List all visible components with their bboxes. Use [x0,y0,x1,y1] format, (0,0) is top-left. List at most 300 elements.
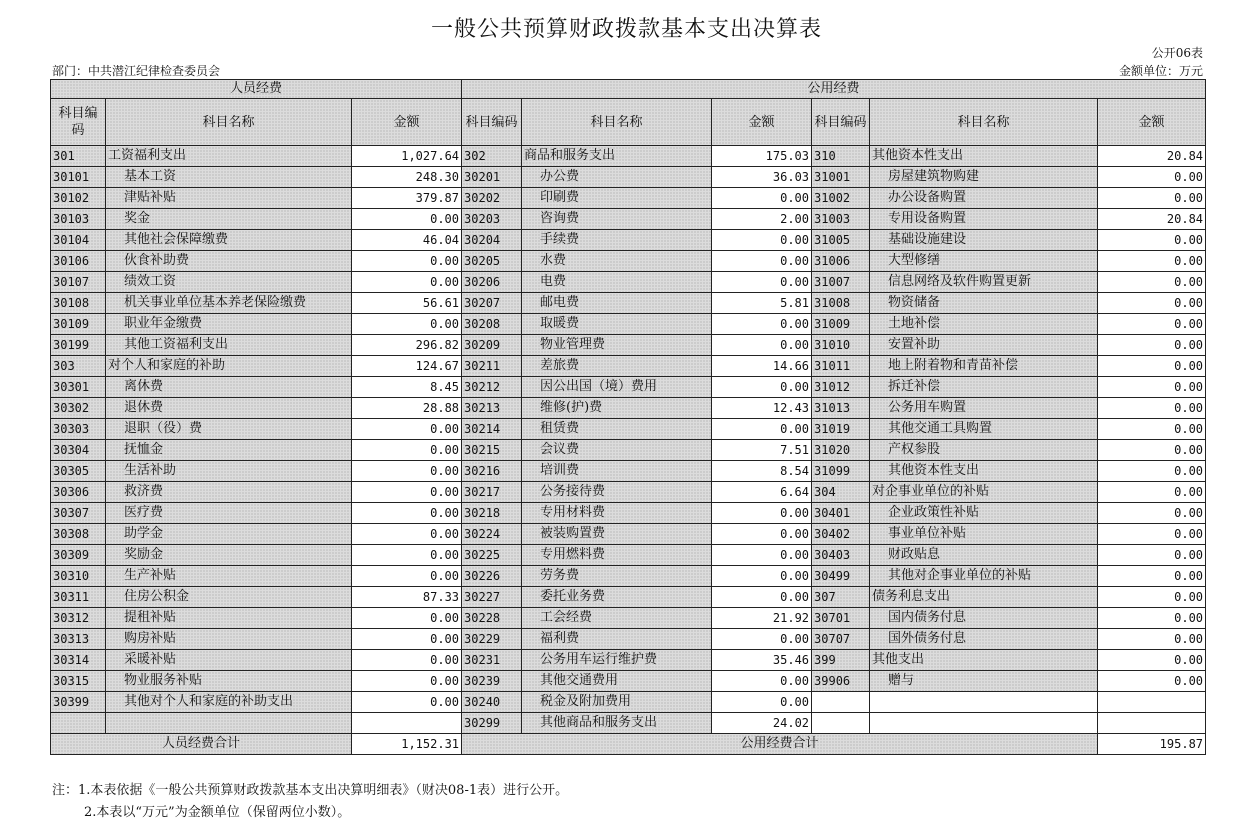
capital-amount-cell: 0.00 [1098,293,1206,314]
table-row [51,167,1206,188]
goods-code-cell: 30212 [462,377,522,398]
personnel-code-cell: 30314 [51,650,106,671]
goods-code-cell: 30208 [462,314,522,335]
goods-amount-cell: 36.03 [712,167,812,188]
goods-code-cell: 30216 [462,461,522,482]
goods-code-cell: 302 [462,146,522,167]
goods-code-cell: 30225 [462,545,522,566]
public-total-label: 公用经费合计 [462,734,1098,755]
personnel-code-cell: 30104 [51,230,106,251]
capital-name-cell: 安置补助 [870,335,1098,356]
table-row [51,461,1206,482]
capital-amount-cell: 0.00 [1098,335,1206,356]
goods-code-cell: 30211 [462,356,522,377]
capital-code-cell: 31013 [812,398,870,419]
capital-amount-cell: 0.00 [1098,314,1206,335]
name-header: 科目名称 [522,99,712,146]
personnel-code-cell: 30107 [51,272,106,293]
goods-amount-cell: 0.00 [712,335,812,356]
capital-code-cell: 31001 [812,167,870,188]
capital-amount-cell: 0.00 [1098,608,1206,629]
goods-amount-cell: 5.81 [712,293,812,314]
goods-code-cell: 30239 [462,671,522,692]
table-row [51,692,1206,713]
capital-name-cell: 拆迁补偿 [870,377,1098,398]
goods-amount-cell: 35.46 [712,650,812,671]
table-row [51,524,1206,545]
goods-amount-cell: 21.92 [712,608,812,629]
table-row [51,419,1206,440]
personnel-name-cell: 住房公积金 [106,587,352,608]
goods-name-cell: 咨询费 [522,209,712,230]
personnel-amount-cell: 87.33 [352,587,462,608]
goods-name-cell: 租赁费 [522,419,712,440]
capital-amount-cell: 0.00 [1098,482,1206,503]
personnel-name-cell [106,713,352,734]
capital-code-cell: 307 [812,587,870,608]
goods-name-cell: 印刷费 [522,188,712,209]
goods-name-cell: 工会经费 [522,608,712,629]
note-2: 2.本表以“万元”为金额单位（保留两位小数）。 [84,805,351,820]
capital-code-cell: 310 [812,146,870,167]
table-row [51,188,1206,209]
personnel-name-cell: 其他对个人和家庭的补助支出 [106,692,352,713]
capital-amount-cell: 0.00 [1098,650,1206,671]
personnel-code-cell: 30106 [51,251,106,272]
goods-name-cell: 物业管理费 [522,335,712,356]
capital-name-cell: 房屋建筑物购建 [870,167,1098,188]
personnel-amount-cell: 124.67 [352,356,462,377]
capital-code-cell: 30701 [812,608,870,629]
table-row [51,398,1206,419]
personnel-code-cell: 30199 [51,335,106,356]
personnel-amount-cell: 0.00 [352,251,462,272]
goods-name-cell: 会议费 [522,440,712,461]
capital-amount-cell [1098,692,1206,713]
capital-amount-cell: 20.84 [1098,146,1206,167]
goods-name-cell: 其他商品和服务支出 [522,713,712,734]
goods-amount-cell: 0.00 [712,377,812,398]
public-section-header: 公用经费 [462,80,1206,99]
capital-amount-cell: 0.00 [1098,461,1206,482]
goods-amount-cell: 6.64 [712,482,812,503]
personnel-code-cell: 30302 [51,398,106,419]
goods-code-cell: 30299 [462,713,522,734]
table-row [51,650,1206,671]
goods-amount-cell: 24.02 [712,713,812,734]
goods-name-cell: 电费 [522,272,712,293]
capital-code-cell: 399 [812,650,870,671]
goods-code-cell: 30217 [462,482,522,503]
capital-code-cell: 31012 [812,377,870,398]
expenditure-table [50,79,1206,755]
capital-amount-cell: 0.00 [1098,566,1206,587]
capital-name-cell: 其他对企事业单位的补贴 [870,566,1098,587]
capital-code-cell: 31010 [812,335,870,356]
goods-name-cell: 维修(护)费 [522,398,712,419]
personnel-amount-cell: 0.00 [352,545,462,566]
table-row [51,314,1206,335]
personnel-name-cell: 退休费 [106,398,352,419]
goods-name-cell: 差旅费 [522,356,712,377]
department-label: 部门：中共潜江纪律检查委员会 [52,64,221,78]
capital-name-cell: 土地补偿 [870,314,1098,335]
goods-name-cell: 被装购置费 [522,524,712,545]
personnel-amount-cell: 0.00 [352,524,462,545]
capital-name-cell: 其他支出 [870,650,1098,671]
goods-amount-cell: 0.00 [712,188,812,209]
goods-code-cell: 30215 [462,440,522,461]
goods-code-cell: 30229 [462,629,522,650]
capital-amount-cell: 0.00 [1098,629,1206,650]
personnel-name-cell: 生活补助 [106,461,352,482]
capital-name-cell: 对企事业单位的补贴 [870,482,1098,503]
personnel-name-cell: 其他社会保障缴费 [106,230,352,251]
personnel-code-cell: 30310 [51,566,106,587]
code-header: 科目编码 [51,99,106,146]
goods-name-cell: 水费 [522,251,712,272]
goods-code-cell: 30213 [462,398,522,419]
personnel-amount-cell: 0.00 [352,419,462,440]
capital-amount-cell: 0.00 [1098,377,1206,398]
goods-amount-cell: 0.00 [712,419,812,440]
table-row [51,146,1206,167]
personnel-amount-cell: 1,027.64 [352,146,462,167]
capital-name-cell: 事业单位补贴 [870,524,1098,545]
personnel-amount-cell: 46.04 [352,230,462,251]
capital-name-cell: 国内债务付息 [870,608,1098,629]
capital-name-cell: 物资储备 [870,293,1098,314]
table-row [51,482,1206,503]
capital-code-cell: 30403 [812,545,870,566]
personnel-code-cell: 30103 [51,209,106,230]
goods-name-cell: 手续费 [522,230,712,251]
goods-amount-cell: 0.00 [712,671,812,692]
capital-amount-cell: 0.00 [1098,398,1206,419]
capital-code-cell: 31006 [812,251,870,272]
capital-name-cell: 公务用车购置 [870,398,1098,419]
notes [52,780,568,824]
goods-code-cell: 30228 [462,608,522,629]
personnel-name-cell: 机关事业单位基本养老保险缴费 [106,293,352,314]
code-header: 科目编码 [462,99,522,146]
capital-amount-cell: 0.00 [1098,671,1206,692]
capital-code-cell: 31099 [812,461,870,482]
personnel-code-cell: 30304 [51,440,106,461]
goods-amount-cell: 0.00 [712,314,812,335]
amount-header: 金额 [1098,99,1206,146]
personnel-name-cell: 生产补贴 [106,566,352,587]
personnel-amount-cell: 0.00 [352,209,462,230]
personnel-name-cell: 工资福利支出 [106,146,352,167]
goods-name-cell: 专用材料费 [522,503,712,524]
goods-code-cell: 30205 [462,251,522,272]
personnel-amount-cell: 0.00 [352,314,462,335]
goods-code-cell: 30202 [462,188,522,209]
personnel-name-cell: 奖金 [106,209,352,230]
personnel-name-cell: 医疗费 [106,503,352,524]
capital-name-cell: 大型修缮 [870,251,1098,272]
goods-amount-cell: 0.00 [712,272,812,293]
capital-amount-cell: 0.00 [1098,188,1206,209]
personnel-name-cell: 助学金 [106,524,352,545]
code-header: 科目编码 [812,99,870,146]
personnel-code-cell: 30313 [51,629,106,650]
personnel-amount-cell: 0.00 [352,461,462,482]
capital-name-cell: 产权参股 [870,440,1098,461]
capital-name-cell: 其他资本性支出 [870,146,1098,167]
personnel-name-cell: 伙食补助费 [106,251,352,272]
table-row [51,335,1206,356]
personnel-code-cell: 30306 [51,482,106,503]
capital-code-cell [812,713,870,734]
table-row [51,230,1206,251]
goods-code-cell: 30231 [462,650,522,671]
personnel-amount-cell [352,713,462,734]
table-row [51,293,1206,314]
personnel-code-cell: 30315 [51,671,106,692]
personnel-amount-cell: 0.00 [352,692,462,713]
personnel-amount-cell: 0.00 [352,440,462,461]
capital-amount-cell: 0.00 [1098,272,1206,293]
personnel-total-label: 人员经费合计 [51,734,352,755]
table-row [51,377,1206,398]
capital-name-cell [870,692,1098,713]
personnel-code-cell: 30308 [51,524,106,545]
personnel-code-cell: 301 [51,146,106,167]
personnel-name-cell: 采暖补贴 [106,650,352,671]
goods-name-cell: 委托业务费 [522,587,712,608]
personnel-code-cell: 30305 [51,461,106,482]
capital-name-cell: 地上附着物和青苗补偿 [870,356,1098,377]
personnel-code-cell: 30399 [51,692,106,713]
goods-name-cell: 福利费 [522,629,712,650]
capital-code-cell: 31009 [812,314,870,335]
capital-amount-cell [1098,713,1206,734]
table-row [51,356,1206,377]
personnel-name-cell: 绩效工资 [106,272,352,293]
personnel-amount-cell: 0.00 [352,671,462,692]
capital-code-cell: 31011 [812,356,870,377]
form-number: 公开06表 [1151,46,1203,60]
goods-code-cell: 30224 [462,524,522,545]
capital-code-cell: 31002 [812,188,870,209]
personnel-amount-cell: 0.00 [352,503,462,524]
capital-amount-cell: 0.00 [1098,524,1206,545]
personnel-amount-cell: 0.00 [352,272,462,293]
goods-amount-cell: 8.54 [712,461,812,482]
capital-name-cell: 企业政策性补贴 [870,503,1098,524]
personnel-amount-cell: 379.87 [352,188,462,209]
goods-name-cell: 办公费 [522,167,712,188]
goods-amount-cell: 0.00 [712,230,812,251]
goods-name-cell: 商品和服务支出 [522,146,712,167]
personnel-name-cell: 其他工资福利支出 [106,335,352,356]
capital-amount-cell: 0.00 [1098,419,1206,440]
goods-code-cell: 30204 [462,230,522,251]
capital-code-cell [812,692,870,713]
capital-name-cell: 国外债务付息 [870,629,1098,650]
capital-name-cell [870,713,1098,734]
goods-amount-cell: 0.00 [712,629,812,650]
capital-amount-cell: 20.84 [1098,209,1206,230]
goods-amount-cell: 0.00 [712,524,812,545]
goods-name-cell: 邮电费 [522,293,712,314]
goods-amount-cell: 7.51 [712,440,812,461]
goods-name-cell: 培训费 [522,461,712,482]
public-total-amount: 195.87 [1098,734,1206,755]
goods-code-cell: 30203 [462,209,522,230]
personnel-code-cell: 30101 [51,167,106,188]
goods-code-cell: 30240 [462,692,522,713]
table-row [51,566,1206,587]
name-header: 科目名称 [870,99,1098,146]
personnel-name-cell: 退职（役）费 [106,419,352,440]
personnel-name-cell: 离休费 [106,377,352,398]
capital-code-cell: 31003 [812,209,870,230]
page-title: 一般公共预算财政拨款基本支出决算表 [430,17,822,42]
goods-name-cell: 其他交通费用 [522,671,712,692]
amount-unit-label: 金额单位：万元 [1118,64,1203,78]
personnel-code-cell: 30311 [51,587,106,608]
personnel-name-cell: 对个人和家庭的补助 [106,356,352,377]
personnel-amount-cell: 296.82 [352,335,462,356]
capital-amount-cell: 0.00 [1098,440,1206,461]
capital-amount-cell: 0.00 [1098,230,1206,251]
personnel-name-cell: 物业服务补贴 [106,671,352,692]
goods-code-cell: 30207 [462,293,522,314]
capital-name-cell: 赠与 [870,671,1098,692]
capital-name-cell: 债务利息支出 [870,587,1098,608]
capital-code-cell: 31020 [812,440,870,461]
personnel-name-cell: 提租补贴 [106,608,352,629]
personnel-name-cell: 购房补贴 [106,629,352,650]
goods-code-cell: 30206 [462,272,522,293]
goods-amount-cell: 0.00 [712,692,812,713]
table-row [51,209,1206,230]
goods-name-cell: 因公出国（境）费用 [522,377,712,398]
personnel-code-cell: 30309 [51,545,106,566]
goods-code-cell: 30214 [462,419,522,440]
capital-code-cell: 31019 [812,419,870,440]
capital-code-cell: 30499 [812,566,870,587]
table-row [51,503,1206,524]
capital-amount-cell: 0.00 [1098,587,1206,608]
capital-amount-cell: 0.00 [1098,251,1206,272]
name-header: 科目名称 [106,99,352,146]
table-row [51,713,1206,734]
personnel-amount-cell: 248.30 [352,167,462,188]
personnel-name-cell: 津贴补贴 [106,188,352,209]
goods-code-cell: 30226 [462,566,522,587]
goods-name-cell: 公务接待费 [522,482,712,503]
personnel-code-cell: 30102 [51,188,106,209]
capital-code-cell: 30402 [812,524,870,545]
capital-name-cell: 基础设施建设 [870,230,1098,251]
personnel-amount-cell: 56.61 [352,293,462,314]
capital-amount-cell: 0.00 [1098,167,1206,188]
goods-amount-cell: 0.00 [712,545,812,566]
personnel-code-cell: 30303 [51,419,106,440]
capital-amount-cell: 0.00 [1098,503,1206,524]
goods-code-cell: 30218 [462,503,522,524]
goods-name-cell: 公务用车运行维护费 [522,650,712,671]
personnel-code-cell: 30307 [51,503,106,524]
personnel-amount-cell: 0.00 [352,650,462,671]
table-row [51,440,1206,461]
table-row [51,629,1206,650]
capital-name-cell: 其他交通工具购置 [870,419,1098,440]
goods-amount-cell: 0.00 [712,503,812,524]
goods-amount-cell: 14.66 [712,356,812,377]
amount-header: 金额 [352,99,462,146]
personnel-section-header: 人员经费 [51,80,462,99]
capital-name-cell: 信息网络及软件购置更新 [870,272,1098,293]
personnel-name-cell: 奖励金 [106,545,352,566]
capital-name-cell: 财政贴息 [870,545,1098,566]
personnel-amount-cell: 0.00 [352,629,462,650]
personnel-name-cell: 职业年金缴费 [106,314,352,335]
personnel-code-cell: 30301 [51,377,106,398]
amount-header: 金额 [712,99,812,146]
goods-amount-cell: 175.03 [712,146,812,167]
capital-code-cell: 39906 [812,671,870,692]
goods-amount-cell: 0.00 [712,566,812,587]
personnel-code-cell [51,713,106,734]
goods-amount-cell: 2.00 [712,209,812,230]
capital-name-cell: 其他资本性支出 [870,461,1098,482]
goods-amount-cell: 12.43 [712,398,812,419]
personnel-amount-cell: 28.88 [352,398,462,419]
capital-code-cell: 304 [812,482,870,503]
capital-amount-cell: 0.00 [1098,356,1206,377]
personnel-code-cell: 30109 [51,314,106,335]
table-row [51,671,1206,692]
personnel-amount-cell: 0.00 [352,608,462,629]
capital-code-cell: 30707 [812,629,870,650]
personnel-amount-cell: 8.45 [352,377,462,398]
personnel-code-cell: 303 [51,356,106,377]
capital-name-cell: 办公设备购置 [870,188,1098,209]
goods-name-cell: 取暖费 [522,314,712,335]
note-1: 注：1.本表依据《一般公共预算财政拨款基本支出决算明细表》（财决08-1表）进行公开。 [52,783,569,798]
personnel-name-cell: 抚恤金 [106,440,352,461]
personnel-code-cell: 30108 [51,293,106,314]
personnel-total-amount: 1,152.31 [352,734,462,755]
table-row [51,545,1206,566]
goods-name-cell: 劳务费 [522,566,712,587]
goods-code-cell: 30201 [462,167,522,188]
personnel-amount-cell: 0.00 [352,566,462,587]
capital-code-cell: 31007 [812,272,870,293]
table-row [51,251,1206,272]
capital-name-cell: 专用设备购置 [870,209,1098,230]
capital-amount-cell: 0.00 [1098,545,1206,566]
goods-code-cell: 30209 [462,335,522,356]
capital-code-cell: 31008 [812,293,870,314]
personnel-amount-cell: 0.00 [352,482,462,503]
personnel-code-cell: 30312 [51,608,106,629]
personnel-name-cell: 救济费 [106,482,352,503]
goods-code-cell: 30227 [462,587,522,608]
table-row [51,608,1206,629]
goods-amount-cell: 0.00 [712,251,812,272]
personnel-name-cell: 基本工资 [106,167,352,188]
table-row [51,587,1206,608]
goods-name-cell: 税金及附加费用 [522,692,712,713]
goods-amount-cell: 0.00 [712,587,812,608]
capital-code-cell: 30401 [812,503,870,524]
